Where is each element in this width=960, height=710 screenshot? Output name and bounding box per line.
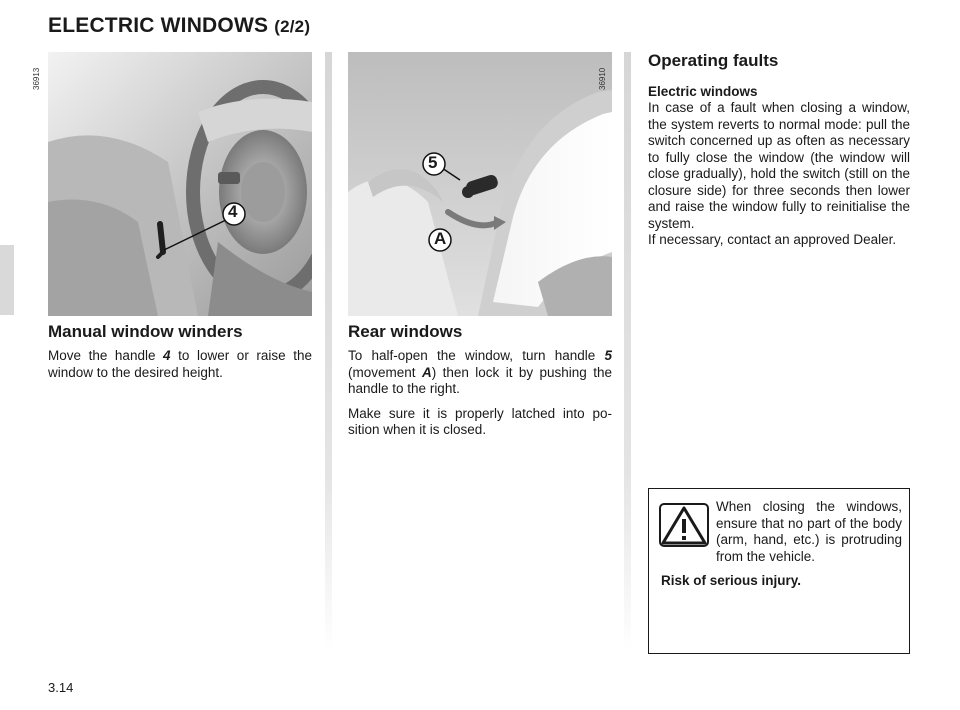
rear-window-illustration [348, 52, 612, 316]
warning-triangle-icon [659, 503, 709, 547]
page-number: 3.14 [48, 680, 74, 695]
callout-4: 4 [228, 202, 238, 221]
image-code-middle: 36910 [598, 67, 607, 90]
text-fragment: (movement [348, 364, 422, 380]
operating-faults-text [648, 100, 910, 249]
page-title [48, 14, 310, 38]
manual-winders-text [48, 348, 312, 389]
page-title-part: (2/2) [274, 17, 311, 36]
manual-winders-paragraph [48, 348, 312, 381]
warning-box [648, 488, 910, 654]
chapter-tab [0, 245, 14, 315]
warning-text: When closing the windows, ensure that no part of the body (arm, hand, etc.) is protruding from the vehicle. [716, 499, 902, 564]
warning-risk: Risk of serious injury. [661, 573, 802, 588]
ref-5: 5 [604, 348, 612, 363]
rear-window-drawing [348, 52, 612, 316]
operating-faults-paragraph: In case of a fault when closing a window, the system reverts to normal mode: pull the switch concerned up as often as necessary to fully close the window (the window will close gradually), hold the switch (still on the closure side) for three seconds then lower and raise the window fully to reinitialise the system. [648, 100, 910, 231]
page-title-main: ELECTRIC WINDOWS [48, 14, 269, 37]
rear-windows-paragraph-1 [348, 348, 612, 398]
rear-windows-text [348, 348, 612, 447]
operating-faults-heading: Operating faults [648, 51, 779, 70]
callout-a: A [434, 229, 447, 248]
text-fragment: ) then lock it by pushing the handle to the right. [348, 364, 612, 396]
rear-windows-paragraph-2: Make sure it is properly latched into po-sition when it is closed. [348, 405, 612, 437]
callout-5: 5 [428, 153, 438, 172]
text-fragment: to lower or raise the window to the desired height. [48, 348, 312, 380]
rear-windows-heading: Rear windows [348, 322, 463, 341]
manual-winder-illustration [48, 52, 312, 316]
manual-winders-heading: Manual window winders [48, 322, 243, 341]
ref-4: 4 [163, 348, 171, 363]
operating-faults-dealer: If necessary, contact an approved Dealer. [648, 232, 897, 247]
car-interior-door-drawing [48, 52, 312, 316]
text-fragment: To half-open the window, turn handle [348, 348, 605, 363]
column-divider-right [624, 52, 631, 652]
image-code-left: 36913 [32, 67, 41, 90]
text-fragment: Move the handle [48, 348, 164, 363]
electric-windows-subheading: Electric windows [648, 84, 758, 99]
column-divider-left [325, 52, 332, 652]
ref-a: A [421, 364, 432, 380]
